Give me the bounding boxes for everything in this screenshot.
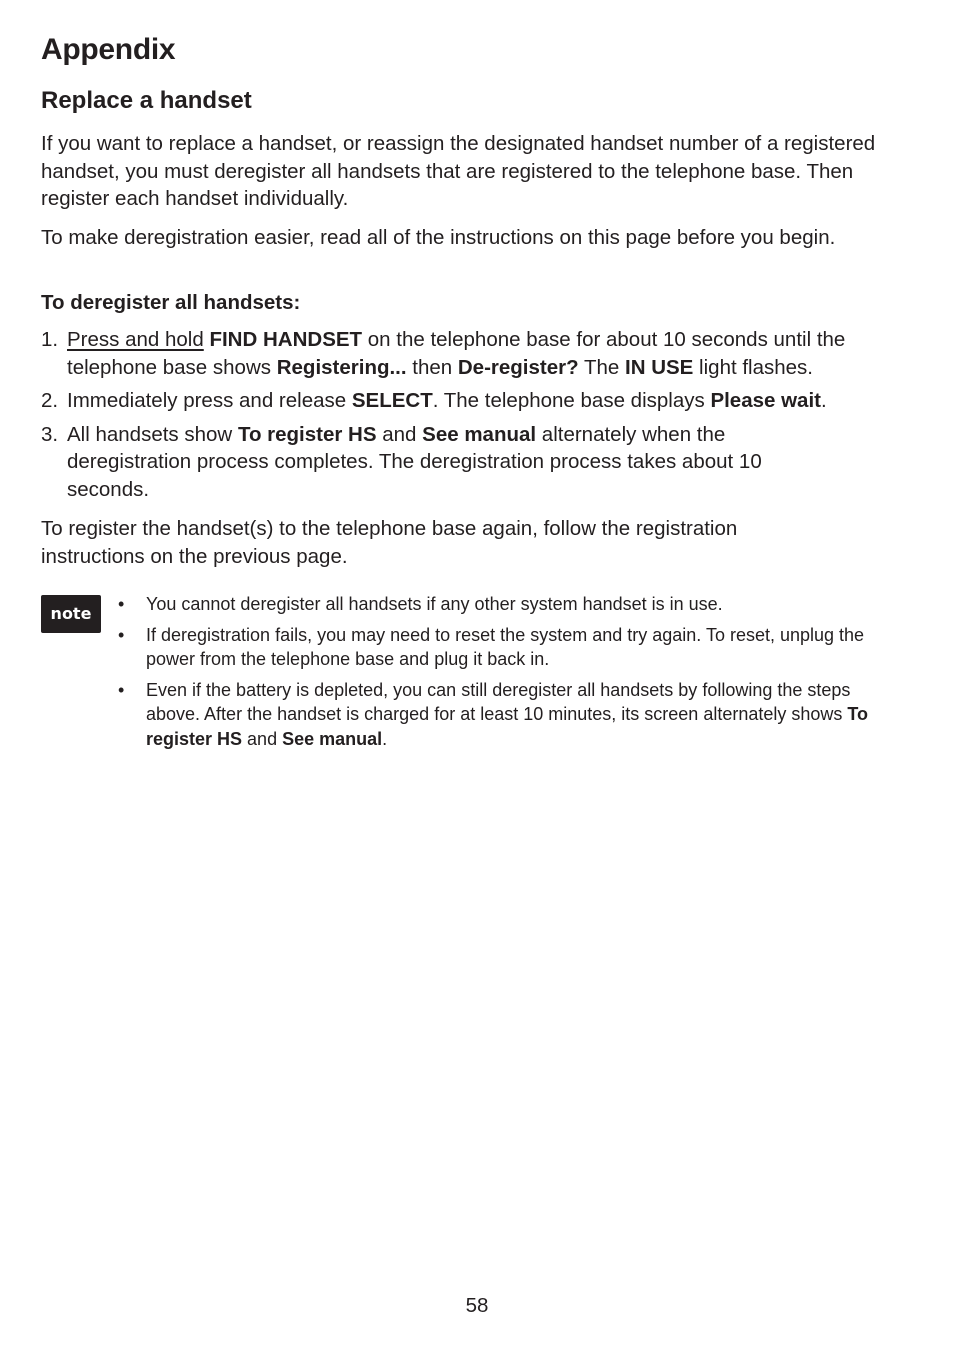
step-1 [41,326,921,381]
underlined-phrase: Press and hold [67,328,204,351]
text-run: The [578,355,625,379]
step-text [67,387,921,415]
steps-list [41,326,921,509]
text-run: and [242,728,283,749]
note-item [116,623,876,672]
step-3 [41,421,921,504]
step-2 [41,387,921,415]
screen-text-see-manual: See manual [422,422,537,446]
text-run: light flashes. [693,355,814,379]
steps-heading: To deregister all handsets: [41,291,301,314]
text-run: and [376,422,423,446]
page-number: 58 [465,1294,489,1317]
section-title: Replace a handset [41,87,252,114]
text-run: on the telephone base for about 10 seconds until the telephone base shows [67,328,846,379]
step-text [67,326,921,381]
screen-text-please-wait: Please wait [710,389,821,412]
page-title: Appendix [41,33,176,66]
step-text [67,421,837,504]
bullet-icon: • [118,679,125,700]
screen-text-see-manual: See manual [282,728,383,749]
light-name-in-use: IN USE [625,355,694,379]
intro-paragraph-2: To make deregistration easier, read all of the instructions on this page before you begin. [41,226,836,249]
button-name-find-handset: FIND HANDSET [209,328,363,351]
screen-text-to-register-hs: To register HS [237,422,377,446]
text-run: All handsets show [67,422,238,446]
text-run: . [382,728,388,749]
note-list [116,592,876,757]
text-run: . The telephone base displays [432,389,711,412]
note-item [116,592,876,617]
bullet-icon: • [118,624,125,645]
note-icon: note [41,595,101,633]
bullet-icon: • [118,594,125,614]
note-text [146,680,868,749]
text-run: then [406,355,458,379]
text-run: alternately when the deregistration process completes. The deregistration process takes about 10 seconds. [67,422,762,501]
note-text: You cannot deregister all handsets if any other system handset is in use. [146,594,723,614]
screen-text-registering: Registering... [276,355,407,379]
step-number: 3. [41,422,59,446]
screen-text-deregister: De-register? [457,355,579,379]
intro-paragraph-1: If you want to replace a handset, or reassign the designated handset number of a registered handset, you must deregister all handsets that are registered to the telephone base. Then register each handset individually. [41,132,876,210]
step-number: 1. [41,328,59,351]
button-name-select: SELECT [351,389,433,412]
screen-text-to-register-hs: To register HS [146,704,869,749]
outro-paragraph: To register the handset(s) to the telephone base again, follow the registration instructions on the previous page. [41,517,738,568]
text-run: Even if the battery is depleted, you can still deregister all handsets by following the steps above. After the handset is charged for at least 10 minutes, its screen alternately shows [146,679,851,724]
text-run: Immediately press and release [67,389,352,412]
note-text: If deregistration fails, you may need to reset the system and try again. To reset, unplug the power from the telephone base and plug it back in. [146,624,865,669]
text-run: . [820,389,827,412]
step-number: 2. [41,389,59,412]
note-item [116,678,876,752]
